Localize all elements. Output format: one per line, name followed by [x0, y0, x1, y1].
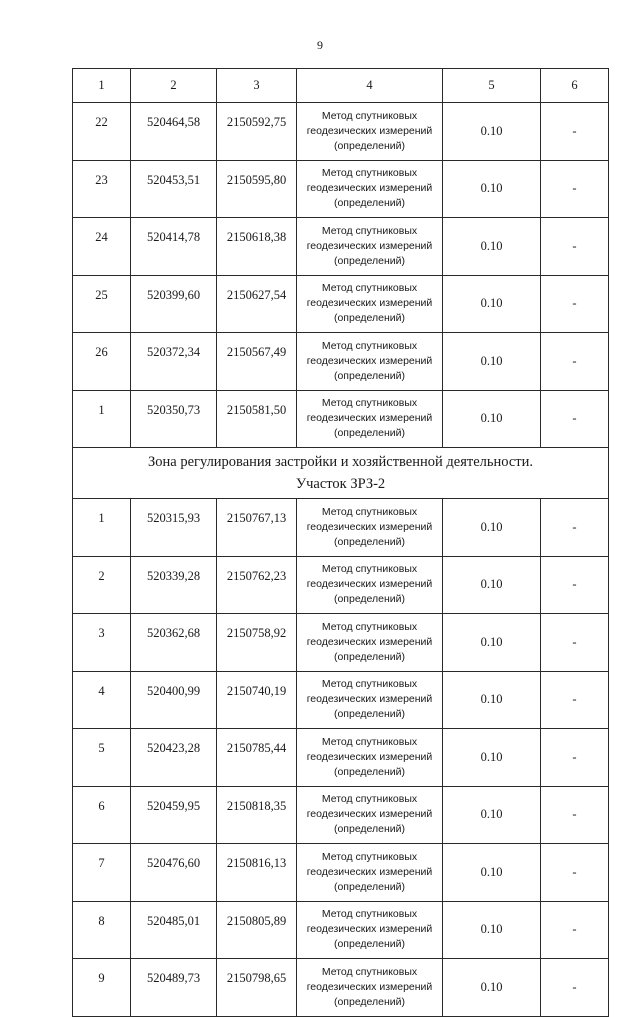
- accuracy-cell: 0.10: [443, 499, 541, 557]
- accuracy-cell: 0.10: [443, 614, 541, 672]
- x-coordinate-cell: 520489,73: [131, 959, 217, 1017]
- method-line: (определений): [333, 995, 406, 1008]
- accuracy-cell: 0.10: [443, 786, 541, 844]
- table-row: [73, 499, 609, 557]
- accuracy-cell: 0.10: [443, 556, 541, 614]
- method-line: Метод спутниковых: [321, 965, 418, 978]
- section-title-line-1: Зона регулирования застройки и хозяйственной деятельности.: [147, 454, 534, 470]
- method-line: (определений): [333, 369, 406, 382]
- table-row: [73, 786, 609, 844]
- y-coordinate-cell: 2150762,23: [217, 556, 297, 614]
- description-cell: -: [541, 218, 609, 276]
- table-row: [73, 160, 609, 218]
- x-coordinate-cell: 520485,01: [131, 901, 217, 959]
- method-cell: [297, 103, 443, 161]
- method-line: (определений): [333, 254, 406, 267]
- y-coordinate-cell: 2150618,38: [217, 218, 297, 276]
- x-coordinate-cell: 520399,60: [131, 275, 217, 333]
- point-number-cell: 23: [73, 160, 131, 218]
- x-coordinate-cell: 520423,28: [131, 729, 217, 787]
- method-line: (определений): [333, 765, 406, 778]
- table-row: [73, 556, 609, 614]
- method-line: геодезических измерений: [306, 923, 433, 936]
- x-coordinate-cell: 520464,58: [131, 103, 217, 161]
- method-line: Метод спутниковых: [321, 167, 418, 180]
- method-line: геодезических измерений: [306, 750, 433, 763]
- column-header-1: 1: [73, 69, 131, 103]
- y-coordinate-cell: 2150595,80: [217, 160, 297, 218]
- x-coordinate-cell: 520315,93: [131, 499, 217, 557]
- table-row: [73, 959, 609, 1017]
- table-row: [73, 218, 609, 276]
- y-coordinate-cell: 2150592,75: [217, 103, 297, 161]
- y-coordinate-cell: 2150567,49: [217, 333, 297, 391]
- method-line: (определений): [333, 197, 406, 210]
- method-line: (определений): [333, 535, 406, 548]
- method-cell: [297, 901, 443, 959]
- section-title-line-2: Участок ЗРЗ-2: [295, 476, 386, 492]
- method-cell: [297, 499, 443, 557]
- method-cell: [297, 614, 443, 672]
- method-cell: [297, 390, 443, 448]
- method-cell: [297, 556, 443, 614]
- section-header-row: [73, 448, 609, 499]
- y-coordinate-cell: 2150627,54: [217, 275, 297, 333]
- method-line: Метод спутниковых: [321, 735, 418, 748]
- description-cell: -: [541, 103, 609, 161]
- point-number-cell: 4: [73, 671, 131, 729]
- method-line: (определений): [333, 823, 406, 836]
- accuracy-cell: 0.10: [443, 959, 541, 1017]
- description-cell: -: [541, 160, 609, 218]
- point-number-cell: 2: [73, 556, 131, 614]
- method-line: Метод спутниковых: [321, 908, 418, 921]
- point-number-cell: 1: [73, 499, 131, 557]
- method-cell: [297, 786, 443, 844]
- point-number-cell: 3: [73, 614, 131, 672]
- method-line: (определений): [333, 650, 406, 663]
- method-line: Метод спутниковых: [321, 282, 418, 295]
- x-coordinate-cell: 520476,60: [131, 844, 217, 902]
- accuracy-cell: 0.10: [443, 729, 541, 787]
- table-row: [73, 275, 609, 333]
- description-cell: -: [541, 499, 609, 557]
- accuracy-cell: 0.10: [443, 333, 541, 391]
- accuracy-cell: 0.10: [443, 901, 541, 959]
- method-line: геодезических измерений: [306, 808, 433, 821]
- method-line: (определений): [333, 880, 406, 893]
- table-row: [73, 390, 609, 448]
- accuracy-cell: 0.10: [443, 844, 541, 902]
- method-cell: [297, 729, 443, 787]
- column-header-2: 2: [131, 69, 217, 103]
- point-number-cell: 1: [73, 390, 131, 448]
- x-coordinate-cell: 520372,34: [131, 333, 217, 391]
- description-cell: -: [541, 959, 609, 1017]
- method-line: геодезических измерений: [306, 980, 433, 993]
- page-number: 9: [317, 38, 323, 52]
- accuracy-cell: 0.10: [443, 160, 541, 218]
- method-line: Метод спутниковых: [321, 678, 418, 691]
- table-row: [73, 614, 609, 672]
- point-number-cell: 26: [73, 333, 131, 391]
- point-number-cell: 7: [73, 844, 131, 902]
- table-body: [73, 69, 609, 1017]
- method-line: Метод спутниковых: [321, 339, 418, 352]
- point-number-cell: 5: [73, 729, 131, 787]
- table-row: [73, 729, 609, 787]
- coordinates-table: [72, 68, 609, 1017]
- description-cell: -: [541, 556, 609, 614]
- method-line: геодезических измерений: [306, 412, 433, 425]
- method-line: (определений): [333, 139, 406, 152]
- method-line: Метод спутниковых: [321, 850, 418, 863]
- method-line: геодезических измерений: [306, 578, 433, 591]
- description-cell: -: [541, 275, 609, 333]
- description-cell: -: [541, 333, 609, 391]
- y-coordinate-cell: 2150758,92: [217, 614, 297, 672]
- table-row: [73, 671, 609, 729]
- method-cell: [297, 959, 443, 1017]
- y-coordinate-cell: 2150581,50: [217, 390, 297, 448]
- column-header-6: 6: [541, 69, 609, 103]
- method-line: геодезических измерений: [306, 354, 433, 367]
- method-line: геодезических измерений: [306, 297, 433, 310]
- point-number-cell: 6: [73, 786, 131, 844]
- table-row: [73, 844, 609, 902]
- method-cell: [297, 671, 443, 729]
- x-coordinate-cell: 520414,78: [131, 218, 217, 276]
- description-cell: -: [541, 786, 609, 844]
- method-line: (определений): [333, 312, 406, 325]
- method-cell: [297, 333, 443, 391]
- x-coordinate-cell: 520459,95: [131, 786, 217, 844]
- method-cell: [297, 275, 443, 333]
- method-line: геодезических измерений: [306, 239, 433, 252]
- method-cell: [297, 160, 443, 218]
- y-coordinate-cell: 2150798,65: [217, 959, 297, 1017]
- method-line: геодезических измерений: [306, 182, 433, 195]
- point-number-cell: 8: [73, 901, 131, 959]
- table-header-row: [73, 69, 609, 103]
- x-coordinate-cell: 520453,51: [131, 160, 217, 218]
- description-cell: -: [541, 390, 609, 448]
- column-header-5: 5: [443, 69, 541, 103]
- y-coordinate-cell: 2150740,19: [217, 671, 297, 729]
- method-line: Метод спутниковых: [321, 109, 418, 122]
- table-row: [73, 103, 609, 161]
- method-line: Метод спутниковых: [321, 397, 418, 410]
- point-number-cell: 24: [73, 218, 131, 276]
- table-row: [73, 333, 609, 391]
- accuracy-cell: 0.10: [443, 275, 541, 333]
- point-number-cell: 9: [73, 959, 131, 1017]
- column-header-3: 3: [217, 69, 297, 103]
- method-line: геодезических измерений: [306, 693, 433, 706]
- x-coordinate-cell: 520362,68: [131, 614, 217, 672]
- point-number-cell: 25: [73, 275, 131, 333]
- accuracy-cell: 0.10: [443, 218, 541, 276]
- point-number-cell: 22: [73, 103, 131, 161]
- accuracy-cell: 0.10: [443, 671, 541, 729]
- y-coordinate-cell: 2150805,89: [217, 901, 297, 959]
- description-cell: -: [541, 671, 609, 729]
- method-line: геодезических измерений: [306, 865, 433, 878]
- method-line: (определений): [333, 708, 406, 721]
- y-coordinate-cell: 2150818,35: [217, 786, 297, 844]
- method-line: Метод спутниковых: [321, 563, 418, 576]
- x-coordinate-cell: 520350,73: [131, 390, 217, 448]
- description-cell: -: [541, 844, 609, 902]
- x-coordinate-cell: 520339,28: [131, 556, 217, 614]
- method-cell: [297, 218, 443, 276]
- accuracy-cell: 0.10: [443, 390, 541, 448]
- section-title-cell: [73, 448, 609, 499]
- y-coordinate-cell: 2150785,44: [217, 729, 297, 787]
- method-line: Метод спутниковых: [321, 224, 418, 237]
- description-cell: -: [541, 901, 609, 959]
- description-cell: -: [541, 729, 609, 787]
- method-line: (определений): [333, 427, 406, 440]
- method-line: геодезических измерений: [306, 520, 433, 533]
- method-line: геодезических измерений: [306, 635, 433, 648]
- method-line: (определений): [333, 593, 406, 606]
- description-cell: -: [541, 614, 609, 672]
- method-line: Метод спутниковых: [321, 620, 418, 633]
- table-row: [73, 901, 609, 959]
- method-cell: [297, 844, 443, 902]
- column-header-4: 4: [297, 69, 443, 103]
- method-line: геодезических измерений: [306, 124, 433, 137]
- y-coordinate-cell: 2150816,13: [217, 844, 297, 902]
- x-coordinate-cell: 520400,99: [131, 671, 217, 729]
- accuracy-cell: 0.10: [443, 103, 541, 161]
- method-line: Метод спутниковых: [321, 793, 418, 806]
- method-line: (определений): [333, 938, 406, 951]
- method-line: Метод спутниковых: [321, 505, 418, 518]
- y-coordinate-cell: 2150767,13: [217, 499, 297, 557]
